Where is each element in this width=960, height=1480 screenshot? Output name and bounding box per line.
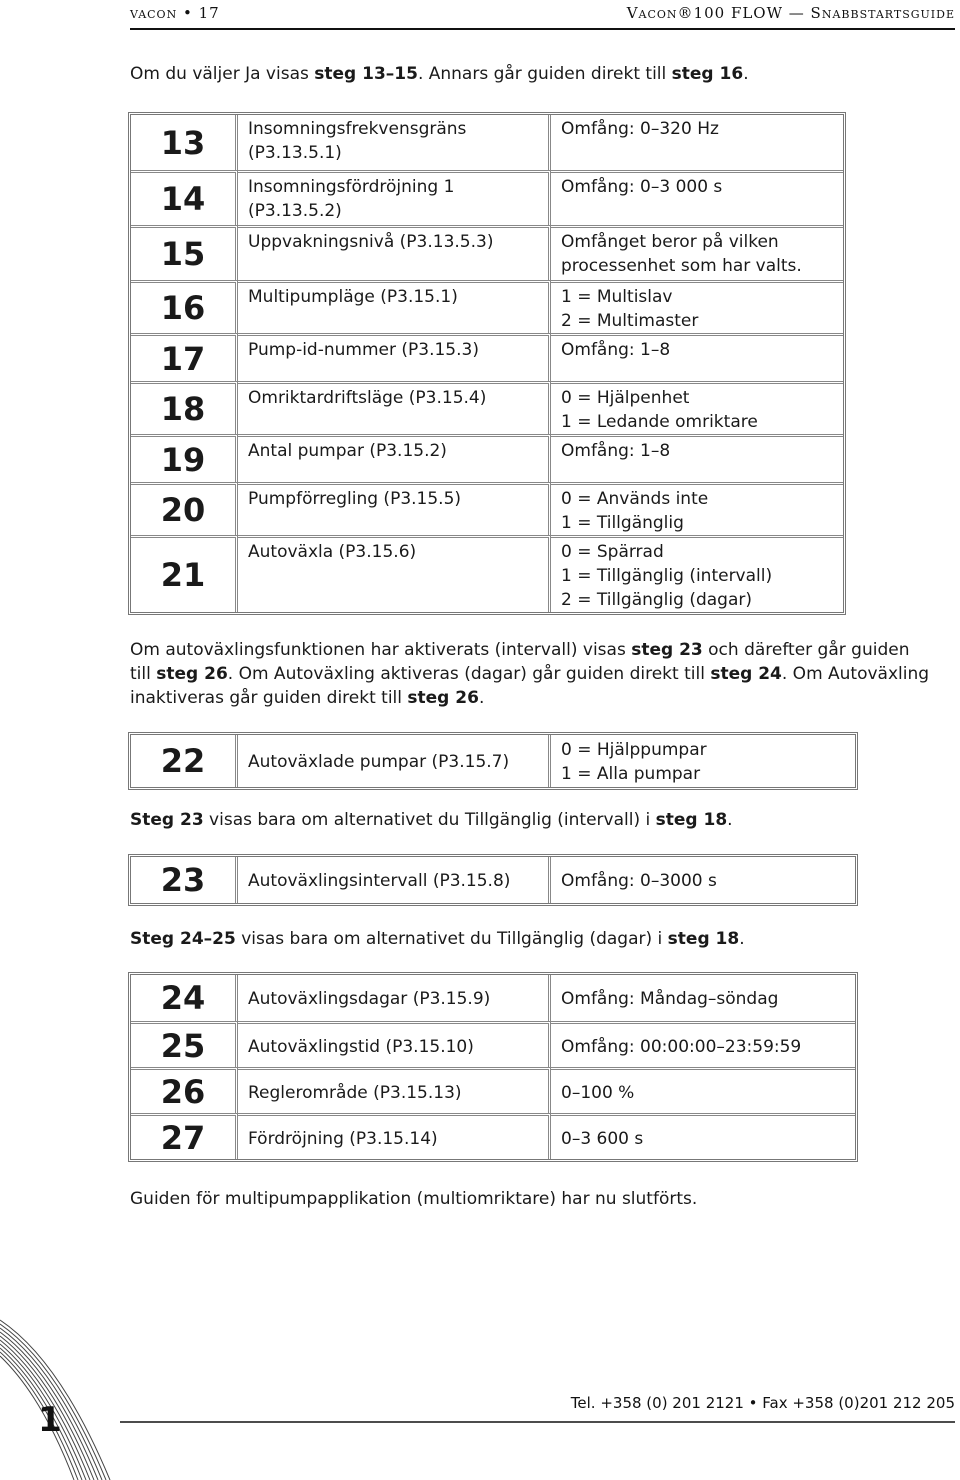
parameter-name: Autoväxlingsdagar (P3.15.9) [238, 975, 551, 1021]
parameter-name: Multipumpläge (P3.15.1) [238, 280, 551, 333]
parameter-value: Omfång: 0–3000 s [561, 871, 717, 891]
step-number: 17 [131, 333, 238, 381]
step-row-19 [131, 434, 843, 482]
step-number: 19 [131, 434, 238, 482]
step-row-15 [131, 225, 843, 280]
step-row-24 [131, 975, 855, 1021]
autochange-paragraph: Om autoväxlingsfunktionen har aktiverats (intervall) visas steg 23 och därefter går guiden till steg 26. Om Autoväxling aktiveras (dagar) går guiden direkt till steg 24. Om Autoväxling inaktiveras går guiden direkt till steg 26. [130, 640, 930, 708]
parameter-value: 0 = Hjälppumpar 1 = Alla pumpar [561, 740, 707, 784]
step-number: 25 [131, 1021, 238, 1067]
step-number: 22 [131, 735, 238, 787]
parameter-name: Reglerområde (P3.15.13) [238, 1067, 551, 1113]
step-row-26 [131, 1067, 855, 1113]
parameter-name: Autoväxla (P3.15.6) [238, 535, 551, 612]
parameter-name: Uppvakningsnivå (P3.13.5.3) [238, 225, 551, 280]
parameter-value: Omfång: 0–3 000 s [551, 170, 843, 225]
closing-paragraph: Guiden för multipumpapplikation (multiomriktare) har nu slutförts. [130, 1189, 698, 1209]
parameter-value: 0 = Spärrad 1 = Tillgänglig (intervall) 2 = Tillgänglig (dagar) [551, 535, 843, 612]
step-number: 26 [131, 1067, 238, 1113]
intro-paragraph: Om du väljer Ja visas steg 13–15. Annars går guiden direkt till steg 16. [130, 64, 749, 84]
parameter-name: Omriktardriftsläge (P3.15.4) [238, 381, 551, 434]
steps-table-22 [128, 732, 858, 790]
step23-note: Steg 23 visas bara om alternativet du Tillgänglig (intervall) i steg 18. [130, 810, 733, 830]
step-row-21 [131, 535, 843, 612]
step-row-25 [131, 1021, 855, 1067]
parameter-name: Autoväxlingstid (P3.15.10) [238, 1021, 551, 1067]
step-number: 20 [131, 482, 238, 535]
step-row-17 [131, 333, 843, 381]
parameter-value: 0 = Används inte 1 = Tillgänglig [551, 482, 843, 535]
parameter-value: Omfånget beror på vilken processenhet som har valts. [551, 225, 843, 280]
parameter-name: Pumpförregling (P3.15.5) [238, 482, 551, 535]
parameter-value: Omfång: 0–320 Hz [561, 119, 719, 139]
steps-table-23 [128, 854, 858, 906]
page-number: 1 [38, 1400, 62, 1440]
step-row-22 [131, 735, 855, 787]
step-number: 24 [131, 975, 238, 1021]
steps-table-24-27 [128, 972, 858, 1162]
step-number: 21 [131, 535, 238, 612]
page-header [130, 0, 955, 30]
step-number: 23 [131, 857, 238, 903]
parameter-value: 0–3 600 s [551, 1113, 855, 1159]
step-row-13 [131, 115, 843, 170]
parameter-name: Antal pumpar (P3.15.2) [238, 434, 551, 482]
step24-25-note: Steg 24–25 visas bara om alternativet du Tillgänglig (dagar) i steg 18. [130, 929, 745, 949]
parameter-value: Omfång: Måndag–söndag [561, 989, 779, 1009]
steps-table-13-21 [128, 112, 846, 615]
header-title: Vacon®100 FLOW — Snabbstartsguide [626, 4, 955, 22]
parameter-name: Fördröjning (P3.15.14) [238, 1113, 551, 1159]
parameter-name: Insomningsfördröjning 1 (P3.13.5.2) [238, 170, 551, 225]
step-number: 18 [131, 381, 238, 434]
parameter-value: 1 = Multislav 2 = Multimaster [551, 280, 843, 333]
header-brand: vacon • 17 [130, 4, 220, 22]
step-number: 27 [131, 1113, 238, 1159]
step-row-27 [131, 1113, 855, 1159]
parameter-value: Omfång: 1–8 [551, 434, 843, 482]
step-row-14 [131, 170, 843, 225]
parameter-name: Insomningsfrekvensgräns (P3.13.5.1) [238, 115, 551, 170]
parameter-name: Pump-id-nummer (P3.15.3) [238, 333, 551, 381]
parameter-value: 0–100 % [551, 1067, 855, 1113]
parameter-value: Omfång: 00:00:00–23:59:59 [551, 1021, 855, 1067]
step-row-16 [131, 280, 843, 333]
parameter-value: Omfång: 1–8 [551, 333, 843, 381]
parameter-value: 0 = Hjälpenhet 1 = Ledande omriktare [551, 381, 843, 434]
step-row-23 [131, 857, 855, 903]
step-row-18 [131, 381, 843, 434]
step-number: 13 [131, 115, 238, 170]
step-row-20 [131, 482, 843, 535]
parameter-name: Autoväxlingsintervall (P3.15.8) [238, 857, 551, 903]
step-number: 14 [131, 170, 238, 225]
step-number: 15 [131, 225, 238, 280]
parameter-name: Autoväxlade pumpar (P3.15.7) [238, 735, 551, 787]
step-number: 16 [131, 280, 238, 333]
contact-info: Tel. +358 (0) 201 2121 • Fax +358 (0)201 212 205 [570, 1394, 955, 1412]
